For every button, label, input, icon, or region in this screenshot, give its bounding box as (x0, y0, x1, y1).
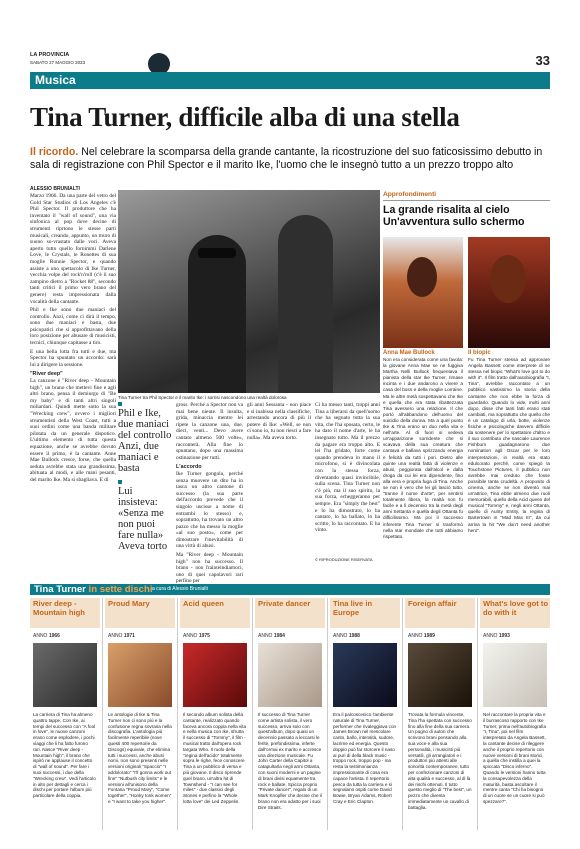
album-cover (108, 643, 172, 707)
album-entry (105, 598, 175, 830)
quote-bullet-icon (118, 402, 122, 406)
album-year (483, 633, 510, 639)
album-title: What's love got to do with it (483, 599, 549, 617)
sidebar-label: Approfondimenti (383, 191, 437, 198)
album-year-label: ANNO (483, 633, 498, 639)
article-subhead: "River deep" (30, 371, 63, 378)
sidebar-title: La grande risalita al cielo Un'avventura sullo schermo (383, 204, 525, 228)
section-label: Musica (35, 73, 76, 87)
quote-bullet-icon (118, 480, 122, 484)
page-number: 33 (535, 53, 550, 68)
article-column-1 (30, 193, 116, 566)
deck-text: Nel celebrare la scomparsa della grande cantante, la ricostruzione del suo faticosissimo debutto in sala di registrazione con Phil Spector e il marito Ike, l'uomo che le insegnò tutto a un prezzo troppo alto (30, 146, 543, 171)
section-band (30, 72, 550, 89)
discography-credit: a cura di Alessio Brunialti (152, 586, 208, 592)
article-paragraph: Ma "River deep - Mountain high" non ha successo. Il brano - non frainteindiamoci, uno di quei capolavori rari perfino per (176, 552, 243, 585)
album-year-value: 1984 (273, 633, 285, 639)
album-year-value: 1971 (123, 633, 135, 639)
masthead (30, 52, 85, 66)
album-cover (333, 643, 397, 707)
pull-quote: Phil e Ike, due maniaci del controllo Anzi, due maniaci e basta (118, 408, 172, 474)
sidebar-photo-anna-mae (383, 237, 463, 348)
album-divider (177, 598, 178, 830)
deck (30, 146, 550, 172)
album-year (258, 633, 285, 639)
photo-figure (278, 215, 333, 393)
discography-title-highlight: in sette dischi (85, 584, 153, 595)
album-entry (480, 598, 550, 830)
album-title: Proud Mary (108, 599, 150, 608)
album-cover (183, 643, 247, 707)
photo-figure (490, 255, 526, 303)
pull-quotes (118, 402, 173, 558)
album-entry (330, 598, 400, 830)
album-year-value: 1988 (348, 633, 360, 639)
sidebar-photo-biopic (468, 237, 550, 348)
album-title: Tina live in Europe (333, 599, 373, 617)
album-year-value: 1993 (498, 633, 510, 639)
discography-title-main: Tina Turner (34, 584, 86, 595)
article-column-3 (176, 402, 243, 585)
album-year-value: 1966 (48, 633, 60, 639)
main-photo (118, 190, 380, 393)
album-description: Trovata la formula vincente, Tina l'ha spettata con successo fino alla fine della sua carriera. Un pugno di autori che scrivono brani pensando alla sua voce e alla sua personalità, i musicisti più versatili, gli arrangiatori e i produttori più attenti alle sonorità contemporanee, tutto per confezionare canzoni di alta qualità e successo, al di là dei rischi ottenuti. Il tutto questo meglio di "The best", un pezzo che diventa immediatamente un cavallo di battaglia. (408, 712, 472, 810)
album-title: River deep - Mountain high (33, 599, 85, 617)
album-description: Le antologie di Ike & Tina Turner non ci sono più e la confusione regna sovrana nella discografia. L'antologia più facilmente reperibile (nove questi 400 repertorie da Discogs) equivale, che elimina tutti i successi, anche abusi nomi, non sono presenti nelle versioni originali "Spaccio" "I addolorato" "I'll gonna work out fine" "Nutbush city limits" e le versioni all'unisono della Fontana "Proud Mary", "Come together", "Honky tonk women" e "I want to take you higher". (108, 712, 172, 804)
sidebar-text-anna-mae: Non era considerata come una favola: la giovane Anna Mae se ne fuggiva Martha Nelli Bullock frequentava il pianista della star Ike Turner, rimase incinta e i due andarono a vivere a casa del boss e della moglie Lorraine. Ma le altre metà sospettavano che Ike e quella che era stata ribattezzata Tina avessero una relazione. Il che portò all'abbandono dell'uomo del suicidio della donna. Ma a quel punto Ike & Tina erano un duo nella vita e nell'arte. Al di fuori si vedeva un'apparizione sorridente che si scavava della sua creatura che cantava e ballava sprizzando energia e felicità da tutti i pori. Dietro alle quinte una realtà fatta di violenze e abusi, peggiorata dall'alcol e dalla droga da cui lei era dipendente, fino alla vera e propria fuga di Tina. Anche se non è vero che lei gli lasciò tutto, "tranne il nome d'arte", per sentirsi totalmente libera, la realtà non fu facile e a lì decennio tra la metà degli anni Settanta e quella degli Ottanta fu difficilissimo. Ma poi il successo inferente Tina Turner si trasformò nella star mondiale che tutti abbiamo rispettato. (383, 357, 463, 539)
sidebar-subhead-biopic: Il biopic (468, 350, 491, 356)
album-cover (408, 643, 472, 707)
album-divider (102, 598, 103, 830)
article-paragraph: gross. Perché a Spector non va mai bene niente. Il insulta, grida, minaccia mentre lei ripete la canzone una, due, dieci, venti... Devo avere cantato almeno 500 volte», racconterà. Alla fine lo spuntano, dopo una massima ostinazione per tutti. (176, 402, 243, 461)
photo-figure (188, 235, 246, 393)
article-subhead: L'accordo (176, 464, 202, 471)
article-column-5 (315, 402, 380, 566)
album-title: Acid queen (183, 599, 224, 608)
album-entry (255, 598, 325, 830)
album-year-value: 1975 (198, 633, 210, 639)
album-year-label: ANNO (183, 633, 198, 639)
album-year (183, 633, 210, 639)
byline: ALESSIO BRUNIALTI (30, 186, 80, 192)
album-divider (402, 598, 403, 830)
album-year (408, 633, 435, 639)
article-paragraph: E una bella lotta fra tutti e due, ma Spector ha spuntato un accordo: sarà lui a dirigere la sessione. (30, 348, 116, 368)
sidebar-text-biopic: Fu Tina Turner stessa ad approvare Angela Bassett come interprete di se stessa nel biopic "What's love got to do with it". Il film tratto dall'autobiografia "I, Tina", avrebbe raccontato a un pubblico vastissimo la storia della cantante che non ebbe la forza di guardarlo. Quando lo vide, molti anni dopo, disse che tanti fatti erano stati cambiati, ma soprattutto che quello che è un catalogo di urla, botte, violenze fisiche e psicologiche davvero difficile da sostenere per lo spettatore d'altro e il suo contributo che nasciale Laurence Fishburn guadagnarono due nomination agli Oscar per le loro interpretazioni, in realtà era stato edulcorato perché, come spiegò la Touchstone Pictures, il pubblico non avrebbe mai creduto che fosse possibile tanta crudeltà. A proposito di cinema, anche se non diventò mai un'attrice, Tina ebbe almeno due ruoli memorabili, quello della Acid queen del musical "Tommy" e, negli anni Ottanta, quello di Aunty Entity, la regina di Bartertown in "Mad Max III", da cui arriva la hit "We don't need another hero". (468, 357, 550, 533)
article-paragraph: Marzo 1966. Da una parte del vetro del Gold Star Studios di Los Angeles c'è Phil Spector. Il produttore che ha inventato il "wall of sound", una via sinfonica al pop dove decine di strumenti riprtono le stesse parti musicali, creando, appunto, un muro di suono so-vrastato dalle voci. Aveva aperto tutto quello fornimmi Darlene Love, le Crystals, le Ronettes di sua moglie Ronnie Spector, e quando assiste a uno spettacolo di Ike Turner, vecchia volpe del rock'n'roll (c'è il suo zampino dietro a "Rocket 88", secondo tanti critici il primo vero brano del genere) resta impressionata dalla vocalità della cantante. (30, 193, 116, 305)
article-paragraph: Ike Turner gongola, perché senza muovere un dito ha in tasca un altro cantone di successo (la sua parte dell'accordo prevede che il singolo uscisse a nome di entrambi lo stesso) e, soprattutto, ha trovato un altro pazzo che ha messo la moglie «al suo posto», come per dimostrare l'inevitabilità di una virtù di abusi. (176, 470, 243, 550)
album-entry (405, 598, 475, 830)
album-title: Foreign affair (408, 599, 457, 608)
discography-title (34, 584, 153, 595)
pull-quote: Lui insisteva: «Senza me non puoi fare nulla» Aveva torto (118, 486, 168, 552)
album-year (108, 633, 135, 639)
photo-figure (407, 257, 437, 297)
album-cover (33, 643, 97, 707)
album-divider (477, 598, 478, 830)
album-title: Private dancer (258, 599, 311, 608)
paper-name: LA PROVINCIA (30, 52, 70, 58)
photo-caption: Tina Turner tra Phil Spector e il marito Ike: i sorrisi nascondono una realtà dolorosa (118, 395, 287, 400)
copyright-notice: © RIPRODUZIONE RISERVATA (315, 557, 373, 562)
photo-detail (198, 248, 236, 258)
album-cover (258, 643, 322, 707)
album-description: Il successo di Tina Turner come artista solista, il vero successo, arriva solo con quest'album, dopo quasi un decennio passato a leccarsi le ferite, prefondissima, inferte dall'ormai ex marito e accresce una direzione musicale. Fu John Carter della Capitol a catapultarla negli anni Ottanta, con suoni moderni e un pagine di brani divisi equamente tra rock e ballate. Spicca proprio "Private dancer", regalo di un Mark Knopfler che decise che il brano non era adatto per i suoi Dire Straits. (258, 712, 322, 810)
album-description: La carriera di Tina ha almeno quattro tappe. Con Ike, ai tempi del successo con "A fool in love", le nuove canzoni erano come esplodere, i pochi viaggi che li ha fatto furono rari. Nasce "River deep - Mountain high", il brano che ispirò ne applause il concetto di "wall of sound". Per fare i suoi successi, i due della "Wrecking crew". Vedi l'articolo in alto per dettagli e cerca i dischi per portare l'album più particolare della coppia. (33, 712, 96, 799)
sidebar-subhead-anna-mae: Anna Mae Bullock (383, 350, 435, 356)
album-divider (252, 598, 253, 830)
album-divider (327, 598, 328, 830)
album-year-label: ANNO (108, 633, 123, 639)
album-year-label: ANNO (333, 633, 348, 639)
album-description: Era il palcoscenico l'ambiente naturale di Tina Turner, performer che rivaleggiava con James Brown nel mescolare canto, ballo, intensità, sudore, lacrime ed energia. Questo doppio può far storcere il naso ai puri di della black music - troppo rock, troppo pop - ma resta la testimonianza impressionante di cosa era capace l'artista. Il repertorio pesca da tutta la carriera e si segnalano ospiti come David Bowie, Bryan Adams, Robert Cray e Eric Clapton. (333, 712, 397, 804)
article-paragraph: Phil e Ike sono due maniaci del controllo. Anzi, come ci dirà il tempo, sono due maniaci e basta, due psicopatici che si approfittavano della loro posizione per abusare di musicisti, tecnici, chiunque capitasse a tiro. (30, 307, 116, 347)
album-year-label: ANNO (408, 633, 423, 639)
album-description: Il secondo album solista della cantante, realizzato quando faceva ancora coppia nella vita e nella musica con Ike, sfrutta il successo di "Tommy", il film - musical tratto dall'opera rock targata Who. Il ruolo della "regina dell'acido" totalmente sopra le righe, fece conoscere Tina a un pubblico di versa e più giovane. Il disco riprende quel brano, un'altra hit di Townshend - "I can see for miles" - due classici degli Stones e perfino la "Whole lotta love" dei Led Zeppelin. (183, 712, 247, 804)
article-paragraph: gli anni Sessanta - non piace e si inabissa nella classifiche, arrestando ancora di più il potere di Ike: «Well, se non ci sono io, tu non riesci a fare nulla». Ma aveva torto. (247, 402, 311, 441)
album-year-label: ANNO (258, 633, 273, 639)
headline: Tina Turner, difficile alba di una stella (30, 102, 460, 132)
deck-kicker: Il ricordo. (30, 146, 79, 158)
article-column-4 (247, 402, 311, 566)
album-year (33, 633, 60, 639)
album-year-value: 1989 (423, 633, 435, 639)
album-year (333, 633, 360, 639)
album-description: Nel raccontare la propria vita e il burrascoso rapporto con Ike Turner, prima nell'autobiografia "I, Tina", poi nel film interpretato da Angela Bassett, la cantante decise di rileggere anche il proprio repertorio con nuove versioni di brani storici, a quella che instilla a quei la spiccata "Disco inferno". Quando le versioni hanno tutta la consapevolezza della maturità, basta ascoltare il mentre canta "Chi ha bisogno di un cuore se un cuore si può spezzare?". (483, 712, 547, 804)
album-entry (180, 598, 250, 830)
album-year-label: ANNO (33, 633, 48, 639)
article-paragraph: Ci ha messo tanti, troppi anni Tina a liberarsi da quell'uomo che ha segnato tutta la sua vita, che l'ha sposata, certo, le ha dato il nome d'arte, le ha insegnato tutto. Ma il prezzo da pagare era troppo alto. E lei l'ha gridato, forte come quando prendeva in mano il microfono, si è divincolata con la stessa forza, diventando quasi invincibile, sulla scena. Tina Turner non c'è più, ma il suo spirito, la sua forza, echeggeranno per sempre. Era "simply the best" e lo ha dimostrato, lo ha cantato, lo ha ballato, lo ha scritto, lo ha raccontato. E ha vinto. (315, 402, 380, 534)
issue-date: SABATO 27 MAGGIO 2023 (30, 60, 86, 65)
album-entry (30, 598, 100, 830)
album-cover (483, 643, 547, 707)
sidebar-rule (383, 200, 550, 201)
article-paragraph: La canzone è "River deep - Mountain high", un brano che mettevi fine e agli altri brano, pensa il demiurgo di "Be my baby" e di tanti altri singoli miliardari. Quindi mette sotto la sua "Wrecking crew", ovvero i migliori strumentisti della West Coast, tutti a suoi ordini come una banda militare pilotata da un generale dispotico. L'ultimo elemento di tutta questa equazione, anche se avrebbe dovuto essere il primo, è la cantante. Anne Mae Bullock cresce, forse, che quella seduta avrebbe stata una grandissima, abituata al modi, e alle mani pesanti, del marito Ike. Ma si sbagliava. E di (30, 378, 116, 483)
